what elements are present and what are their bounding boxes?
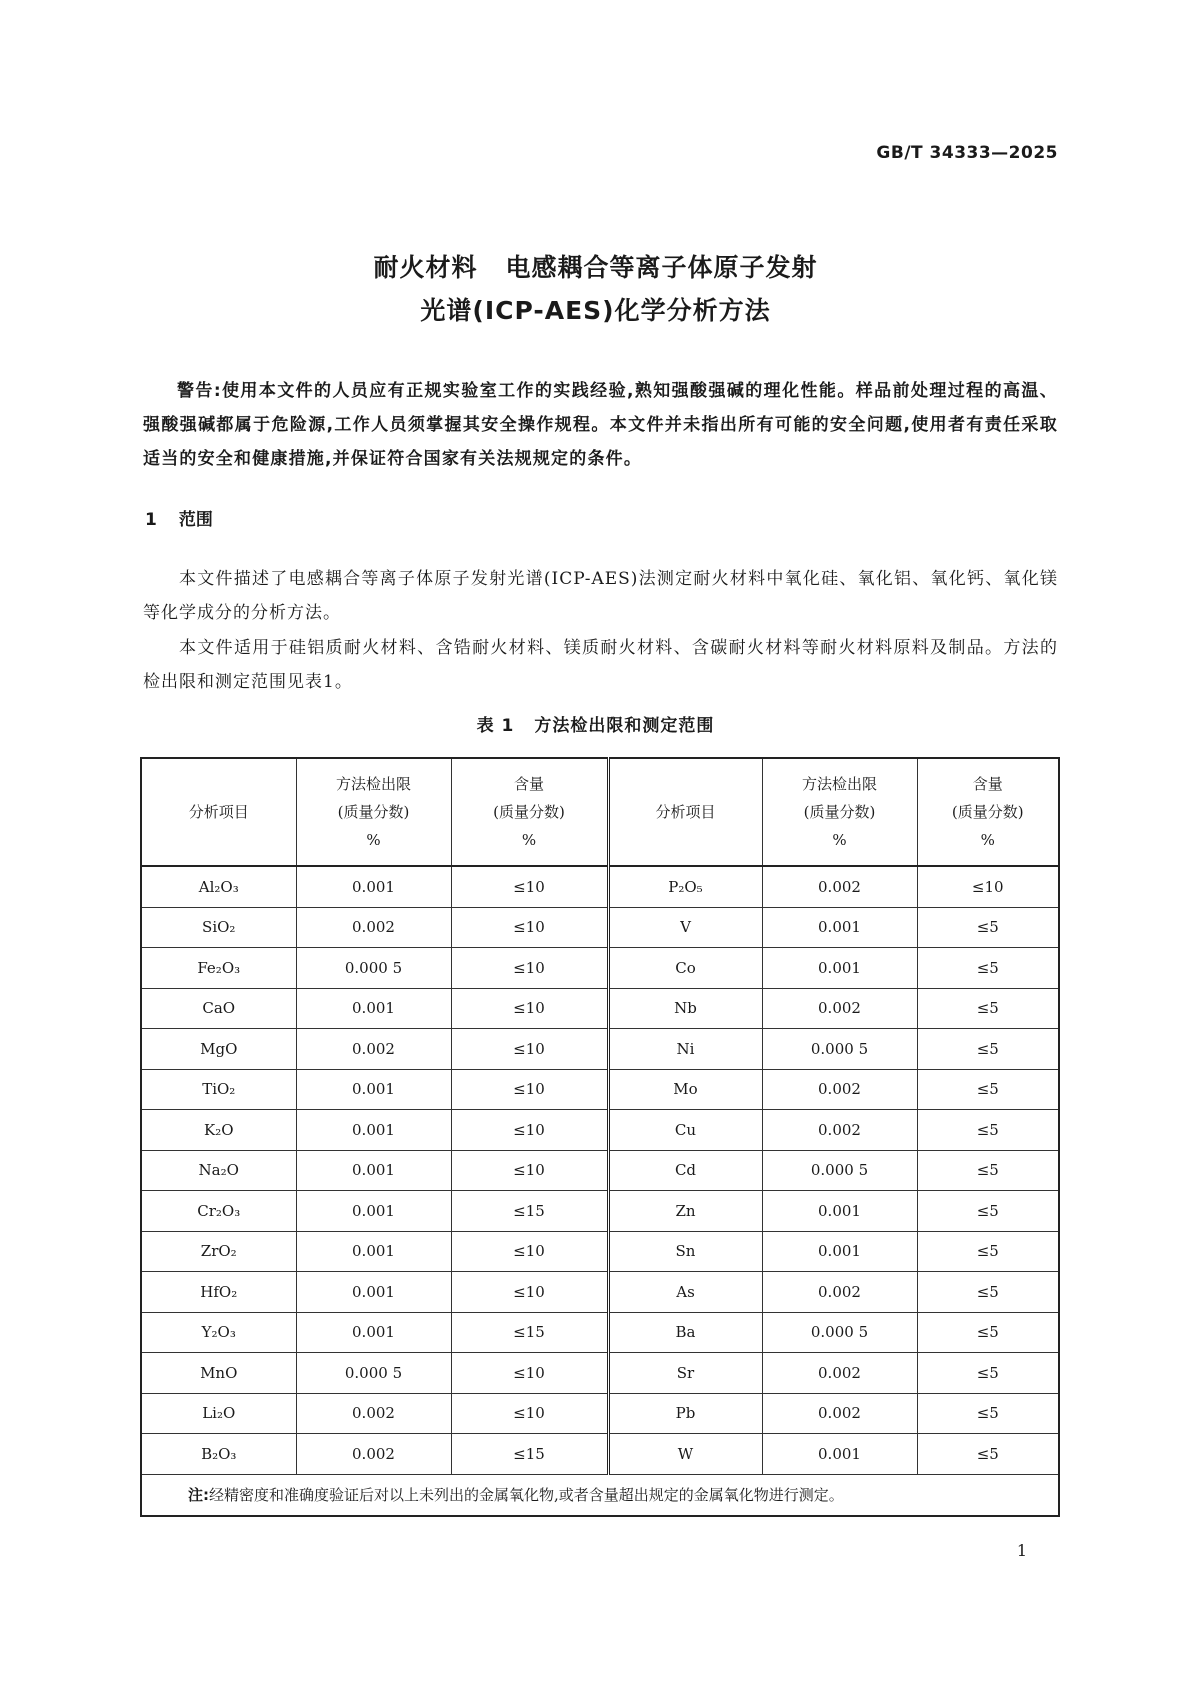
header-limit-line1: 方法检出限 — [335, 775, 411, 793]
scope-paragraph-2: 本文件适用于硅铝质耐火材料、含锆耐火材料、镁质耐火材料、含碳耐火材料等耐火材料原料及制品。方法的检出限和测定范围见表1。 — [143, 638, 1058, 692]
document-title-line2: 光谱(ICP-AES)化学分析方法 — [420, 296, 771, 325]
left-item-cell: CaO — [141, 988, 296, 1029]
left-content-cell: ≤10 — [451, 866, 608, 907]
left-content-cell: ≤10 — [451, 1231, 608, 1272]
left-item-cell: B₂O₃ — [141, 1434, 296, 1475]
left-limit-cell: 0.001 — [296, 1272, 451, 1313]
left-content-cell: ≤10 — [451, 1272, 608, 1313]
left-limit-cell: 0.000 5 — [296, 1353, 451, 1394]
right-limit-cell: 0.000 5 — [762, 1150, 917, 1191]
left-item-cell: MgO — [141, 1029, 296, 1070]
left-limit-cell: 0.001 — [296, 1150, 451, 1191]
right-content-cell: ≤5 — [917, 1029, 1059, 1070]
left-item-cell: Li₂O — [141, 1393, 296, 1434]
header-limit-unit: % — [832, 831, 847, 849]
right-limit-cell: 0.002 — [762, 1110, 917, 1151]
header-item: 分析项目 — [141, 758, 296, 866]
right-content-cell: ≤5 — [917, 1393, 1059, 1434]
header-limit-unit: % — [366, 831, 381, 849]
table-note-row — [141, 1474, 1059, 1516]
left-item-cell: Al₂O₃ — [141, 866, 296, 907]
left-limit-cell: 0.000 5 — [296, 948, 451, 989]
section-heading — [145, 505, 213, 530]
right-limit-cell: 0.001 — [762, 1434, 917, 1475]
right-item-cell: V — [608, 907, 762, 948]
table-row — [141, 907, 1059, 948]
detection-limit-table — [140, 757, 1060, 1517]
right-limit-cell: 0.002 — [762, 988, 917, 1029]
right-item-cell: Sr — [608, 1353, 762, 1394]
table-row — [141, 988, 1059, 1029]
left-limit-cell: 0.001 — [296, 866, 451, 907]
table-caption — [0, 711, 1191, 736]
right-item-cell: Ba — [608, 1312, 762, 1353]
right-limit-cell: 0.000 5 — [762, 1029, 917, 1070]
table-row — [141, 866, 1059, 907]
left-limit-cell: 0.002 — [296, 1434, 451, 1475]
left-item-cell: TiO₂ — [141, 1069, 296, 1110]
header-item-right: 分析项目 — [608, 758, 762, 866]
note-prefix: 注: — [188, 1486, 209, 1504]
right-item-cell: Mo — [608, 1069, 762, 1110]
left-content-cell: ≤10 — [451, 1150, 608, 1191]
right-content-cell: ≤5 — [917, 948, 1059, 989]
left-item-cell: Na₂O — [141, 1150, 296, 1191]
note-text: 经精密度和准确度验证后对以上未列出的金属氧化物,或者含量超出规定的金属氧化物进行测定。 — [209, 1486, 844, 1504]
left-item-cell: ZrO₂ — [141, 1231, 296, 1272]
left-item-cell: K₂O — [141, 1110, 296, 1151]
right-item-cell: Cu — [608, 1110, 762, 1151]
table-row — [141, 1312, 1059, 1353]
right-limit-cell: 0.001 — [762, 1231, 917, 1272]
right-item-cell: As — [608, 1272, 762, 1313]
header-limit-line1: 方法检出限 — [801, 775, 877, 793]
table-row — [141, 1393, 1059, 1434]
table-row — [141, 1272, 1059, 1313]
right-item-cell: Ni — [608, 1029, 762, 1070]
page-number: 1 — [1016, 1541, 1027, 1560]
left-item-cell: SiO₂ — [141, 907, 296, 948]
table-row — [141, 1353, 1059, 1394]
right-content-cell: ≤5 — [917, 1353, 1059, 1394]
section-title: 范围 — [178, 510, 213, 530]
table-note — [141, 1474, 1059, 1516]
left-content-cell: ≤15 — [451, 1191, 608, 1232]
right-item-cell: Sn — [608, 1231, 762, 1272]
left-limit-cell: 0.002 — [296, 907, 451, 948]
right-content-cell: ≤5 — [917, 1231, 1059, 1272]
left-content-cell: ≤10 — [451, 1393, 608, 1434]
right-content-cell: ≤5 — [917, 1069, 1059, 1110]
right-limit-cell: 0.002 — [762, 1272, 917, 1313]
right-limit-cell: 0.002 — [762, 866, 917, 907]
table-caption-number: 表 1 — [476, 716, 515, 736]
right-limit-cell: 0.002 — [762, 1353, 917, 1394]
right-content-cell: ≤5 — [917, 1191, 1059, 1232]
header-content-line1: 含量 — [513, 775, 544, 793]
left-content-cell: ≤10 — [451, 1029, 608, 1070]
right-item-cell: Nb — [608, 988, 762, 1029]
document-title-line1 — [0, 248, 1191, 284]
right-content-cell: ≤5 — [917, 907, 1059, 948]
right-content-cell: ≤5 — [917, 1312, 1059, 1353]
table-row — [141, 1029, 1059, 1070]
right-content-cell: ≤5 — [917, 1150, 1059, 1191]
header-content-unit: % — [980, 831, 995, 849]
left-limit-cell: 0.001 — [296, 1312, 451, 1353]
left-content-cell: ≤10 — [451, 988, 608, 1029]
right-limit-cell: 0.001 — [762, 948, 917, 989]
title-part1: 耐火材料 — [373, 253, 478, 282]
standard-number: GB/T 34333—2025 — [876, 143, 1058, 163]
header-limit-right — [762, 758, 917, 866]
right-item-cell: W — [608, 1434, 762, 1475]
left-content-cell: ≤15 — [451, 1434, 608, 1475]
left-limit-cell: 0.001 — [296, 1191, 451, 1232]
left-content-cell: ≤10 — [451, 1110, 608, 1151]
scope-paragraph-1: 本文件描述了电感耦合等离子体原子发射光谱(ICP-AES)法测定耐火材料中氧化硅、氧化铝、氧化钙、氧化镁等化学成分的分析方法。 — [143, 569, 1058, 623]
left-content-cell: ≤10 — [451, 948, 608, 989]
left-content-cell: ≤10 — [451, 907, 608, 948]
left-item-cell: HfO₂ — [141, 1272, 296, 1313]
left-limit-cell: 0.002 — [296, 1029, 451, 1070]
right-limit-cell: 0.002 — [762, 1393, 917, 1434]
right-limit-cell: 0.002 — [762, 1069, 917, 1110]
header-content-line2: (质量分数) — [493, 803, 565, 821]
header-content — [451, 758, 608, 866]
right-content-cell: ≤10 — [917, 866, 1059, 907]
right-item-cell: Cd — [608, 1150, 762, 1191]
left-item-cell: Y₂O₃ — [141, 1312, 296, 1353]
table-row — [141, 1110, 1059, 1151]
left-limit-cell: 0.001 — [296, 1069, 451, 1110]
header-limit-line2: (质量分数) — [337, 803, 410, 821]
table-row — [141, 1231, 1059, 1272]
left-limit-cell: 0.002 — [296, 1393, 451, 1434]
right-item-cell: P₂O₅ — [608, 866, 762, 907]
left-limit-cell: 0.001 — [296, 988, 451, 1029]
right-item-cell: Zn — [608, 1191, 762, 1232]
right-item-cell: Co — [608, 948, 762, 989]
header-content-line1: 含量 — [972, 775, 1003, 793]
header-content-line2: (质量分数) — [951, 803, 1024, 821]
right-content-cell: ≤5 — [917, 1272, 1059, 1313]
left-content-cell: ≤10 — [451, 1069, 608, 1110]
left-content-cell: ≤15 — [451, 1312, 608, 1353]
right-limit-cell: 0.001 — [762, 1191, 917, 1232]
table-row — [141, 948, 1059, 989]
left-limit-cell: 0.001 — [296, 1110, 451, 1151]
right-limit-cell: 0.001 — [762, 907, 917, 948]
header-limit-line2: (质量分数) — [803, 803, 876, 821]
section-number: 1 — [145, 510, 157, 530]
table-row — [141, 1191, 1059, 1232]
left-limit-cell: 0.001 — [296, 1231, 451, 1272]
left-item-cell: Cr₂O₃ — [141, 1191, 296, 1232]
header-limit — [296, 758, 451, 866]
table-row — [141, 1434, 1059, 1475]
left-item-cell: Fe₂O₃ — [141, 948, 296, 989]
header-content-unit: % — [521, 831, 537, 849]
title-part2: 电感耦合等离子体原子发射 — [505, 253, 818, 282]
table-row — [141, 1069, 1059, 1110]
table-header-row — [141, 758, 1059, 866]
right-content-cell: ≤5 — [917, 988, 1059, 1029]
header-content-right — [917, 758, 1059, 866]
right-limit-cell: 0.000 5 — [762, 1312, 917, 1353]
table-caption-title: 方法检出限和测定范围 — [534, 716, 715, 736]
right-content-cell: ≤5 — [917, 1110, 1059, 1151]
left-content-cell: ≤10 — [451, 1353, 608, 1394]
warning-paragraph: 警告:使用本文件的人员应有正规实验室工作的实践经验,熟知强酸强碱的理化性能。样品前处理过程的高温、强酸强碱都属于危险源,工作人员须掌握其安全操作规程。本文件并未指出所有可能的安全问题,使用者有责任采取适当的安全和健康措施,并保证符合国家有关法规规定的条件。 — [143, 381, 1058, 469]
right-content-cell: ≤5 — [917, 1434, 1059, 1475]
right-item-cell: Pb — [608, 1393, 762, 1434]
table-row — [141, 1150, 1059, 1191]
left-item-cell: MnO — [141, 1353, 296, 1394]
